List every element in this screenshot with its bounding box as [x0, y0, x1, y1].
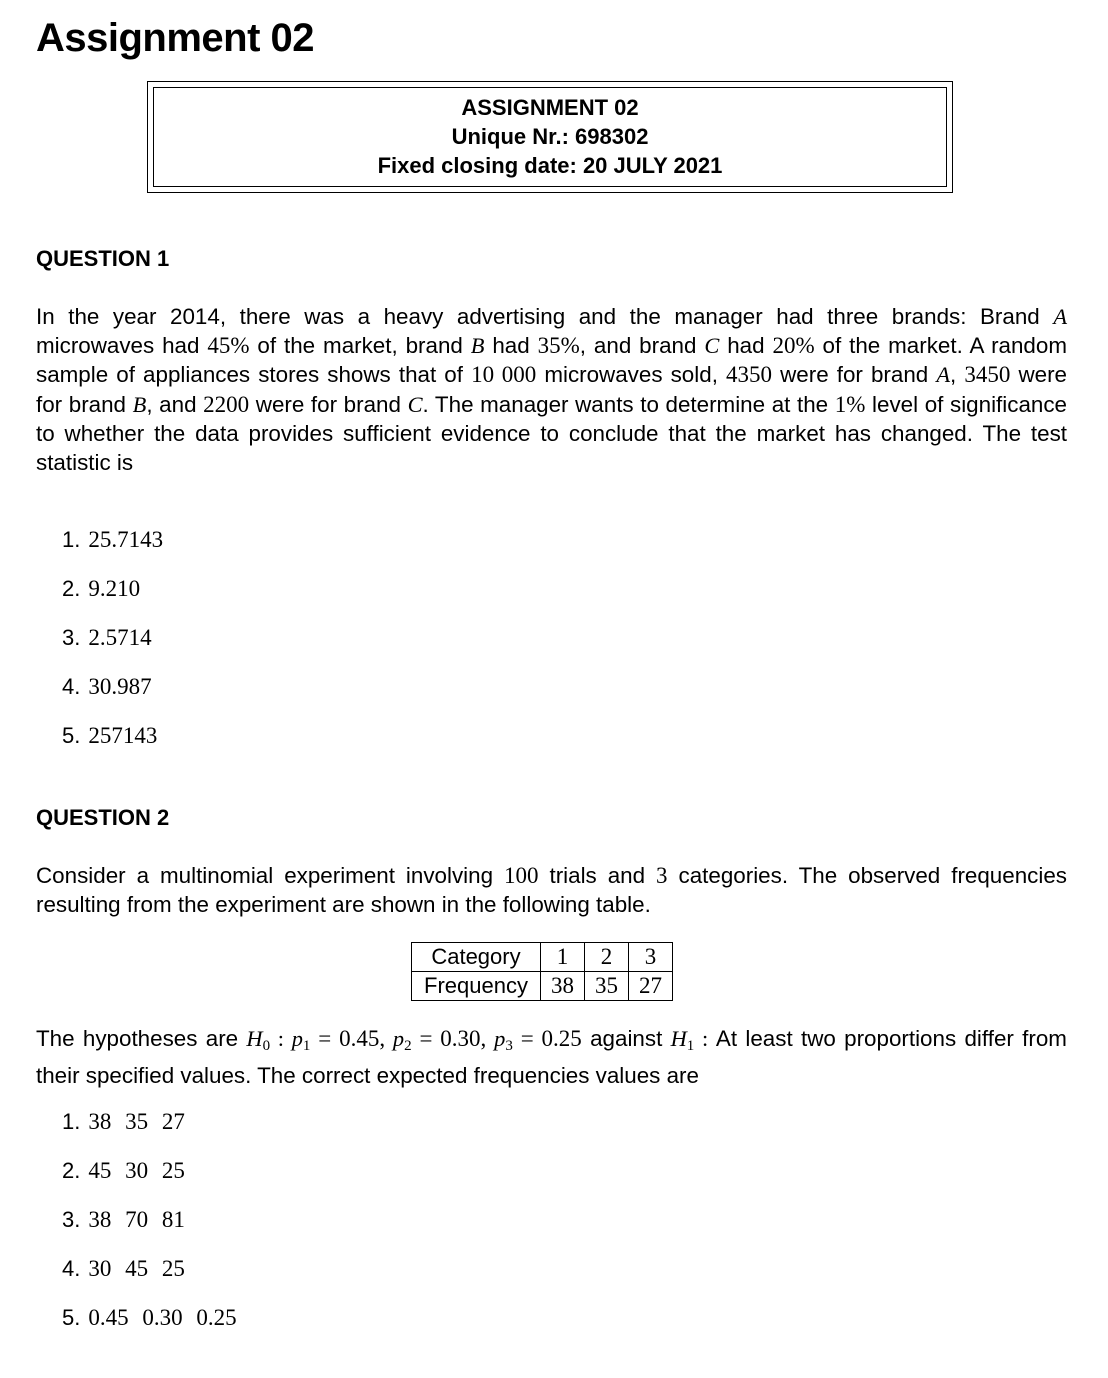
question-2-options: [62, 1108, 237, 1353]
q1-text-part: of the market, brand: [249, 333, 471, 359]
alternative-hypothesis-symbol: H: [670, 1026, 687, 1051]
proportion-value: = 0.25: [512, 1026, 582, 1051]
significance-level: 1%: [834, 391, 866, 417]
total-sold: 10 000: [471, 362, 537, 388]
answer-option[interactable]: [62, 526, 163, 575]
subscript: 3: [505, 1038, 513, 1054]
option-value: 257143: [88, 723, 158, 748]
count-b: 3450: [964, 362, 1011, 388]
math-colon: :: [270, 1026, 292, 1051]
q1-text-part: , and: [146, 391, 204, 417]
option-index: 2.: [62, 1158, 81, 1183]
table-row: [412, 972, 673, 1001]
subscript: 1: [686, 1038, 695, 1054]
proportion-symbol: p: [494, 1026, 506, 1051]
subscript: 2: [404, 1038, 412, 1054]
answer-option[interactable]: [62, 1157, 237, 1206]
q2-text-part: The hypotheses are: [36, 1026, 247, 1051]
option-index: 5.: [62, 1305, 81, 1330]
option-value: 0.45 0.30 0.25: [88, 1305, 237, 1330]
option-index: 3.: [62, 1207, 81, 1232]
count-c: 2200: [203, 391, 250, 417]
answer-option[interactable]: [62, 624, 163, 673]
share-b: 35%: [537, 333, 580, 359]
option-value: 2.5714: [88, 625, 152, 650]
q1-text-part: In the year 2014, there was a heavy advertising and the manager had three brands: Brand: [36, 304, 1054, 329]
unique-number: Unique Nr.: 698302: [451, 124, 649, 149]
proportion-value: = 0.30,: [411, 1026, 495, 1051]
null-hypothesis-symbol: H: [246, 1026, 263, 1051]
answer-option[interactable]: [62, 1255, 237, 1304]
option-index: 4.: [62, 674, 81, 699]
q2-text-part: Consider a multinomial experiment involving: [36, 863, 505, 888]
question-2-text: [36, 861, 1067, 919]
share-a: 45%: [207, 333, 250, 359]
q1-text-part: had: [484, 333, 538, 359]
table-row-label: Category: [412, 943, 541, 972]
q2-text-part: categories. The observed frequencies resulting from the experiment are shown in the following table.: [36, 863, 1067, 918]
option-value: 38 35 27: [88, 1109, 185, 1134]
q2-text-part: against: [581, 1026, 671, 1051]
option-index: 4.: [62, 1256, 81, 1281]
option-value: 30.987: [88, 674, 152, 699]
proportion-symbol: p: [291, 1026, 303, 1051]
proportion-symbol: p: [392, 1026, 405, 1051]
count-a: 4350: [726, 362, 773, 388]
question-1-text: [36, 302, 1067, 477]
frequency-table: [411, 942, 673, 1001]
question-1-heading: QUESTION 1: [36, 246, 170, 271]
brand-c: C: [407, 391, 423, 417]
option-index: 3.: [62, 625, 81, 650]
q1-text-part: were for brand: [772, 362, 937, 388]
brand-b: B: [132, 391, 147, 417]
option-value: 30 45 25: [88, 1256, 185, 1281]
q2-text-part: At least two proportions differ from their specified values. The correct expected frequencies values are: [36, 1026, 1067, 1089]
proportion-value: = 0.45,: [310, 1026, 393, 1051]
q1-text-part: , and brand: [579, 333, 705, 359]
q1-text-part: were for brand: [36, 362, 1068, 417]
share-c: 20%: [772, 333, 815, 359]
option-value: 25.7143: [88, 527, 164, 552]
closing-date: Fixed closing date: 20 JULY 2021: [377, 153, 723, 178]
brand-a: A: [936, 362, 951, 388]
option-index: 2.: [62, 576, 81, 601]
answer-option[interactable]: [62, 1304, 237, 1353]
option-value: 9.210: [88, 576, 141, 601]
q1-text-part: ,: [950, 362, 965, 388]
answer-option[interactable]: [62, 575, 163, 624]
question-2-hypotheses: [36, 1024, 1067, 1090]
assignment-header-inner: [153, 87, 947, 187]
answer-option[interactable]: [62, 722, 163, 771]
answer-option[interactable]: [62, 1108, 237, 1157]
option-value: 38 70 81: [88, 1207, 185, 1232]
q1-text-part: . The manager wants to determine at the: [422, 391, 835, 417]
table-cell: 35: [584, 972, 628, 1001]
q1-text-part: were for brand: [249, 391, 408, 417]
option-value: 45 30 25: [88, 1158, 185, 1183]
brand-c: C: [704, 333, 720, 359]
option-index: 1.: [62, 527, 81, 552]
table-cell: 38: [540, 972, 584, 1001]
subscript: 1: [302, 1038, 311, 1054]
page-title: Assignment 02: [36, 16, 315, 60]
table-row: [412, 943, 673, 972]
assignment-label: ASSIGNMENT 02: [461, 95, 639, 120]
answer-option[interactable]: [62, 1206, 237, 1255]
categories-count: 3: [656, 863, 668, 888]
option-index: 1.: [62, 1109, 81, 1134]
q1-text-part: level of significance to whether the data provides sufficient evidence to conclude that the market has changed. The test statistic is: [36, 391, 1067, 476]
q1-text-part: microwaves sold,: [536, 362, 727, 388]
math-colon: :: [694, 1026, 716, 1051]
subscript: 0: [262, 1038, 271, 1054]
brand-a: A: [1053, 304, 1067, 329]
q1-text-part: had: [719, 333, 773, 359]
option-index: 5.: [62, 723, 81, 748]
question-2-heading: QUESTION 2: [36, 805, 170, 830]
table-cell: 2: [584, 943, 628, 972]
q1-text-part: microwaves had: [36, 333, 208, 359]
table-cell: 27: [628, 972, 672, 1001]
brand-b: B: [470, 333, 485, 359]
table-row-label: Frequency: [412, 972, 541, 1001]
q2-text-part: trials and: [538, 863, 657, 888]
trials-count: 100: [504, 863, 539, 888]
table-cell: 1: [540, 943, 584, 972]
q1-text-part: of the market. A random sample of appliances stores shows that of: [36, 333, 1067, 388]
assignment-header-box: [147, 81, 953, 193]
question-1-options: [62, 526, 163, 771]
table-cell: 3: [628, 943, 672, 972]
answer-option[interactable]: [62, 673, 163, 722]
